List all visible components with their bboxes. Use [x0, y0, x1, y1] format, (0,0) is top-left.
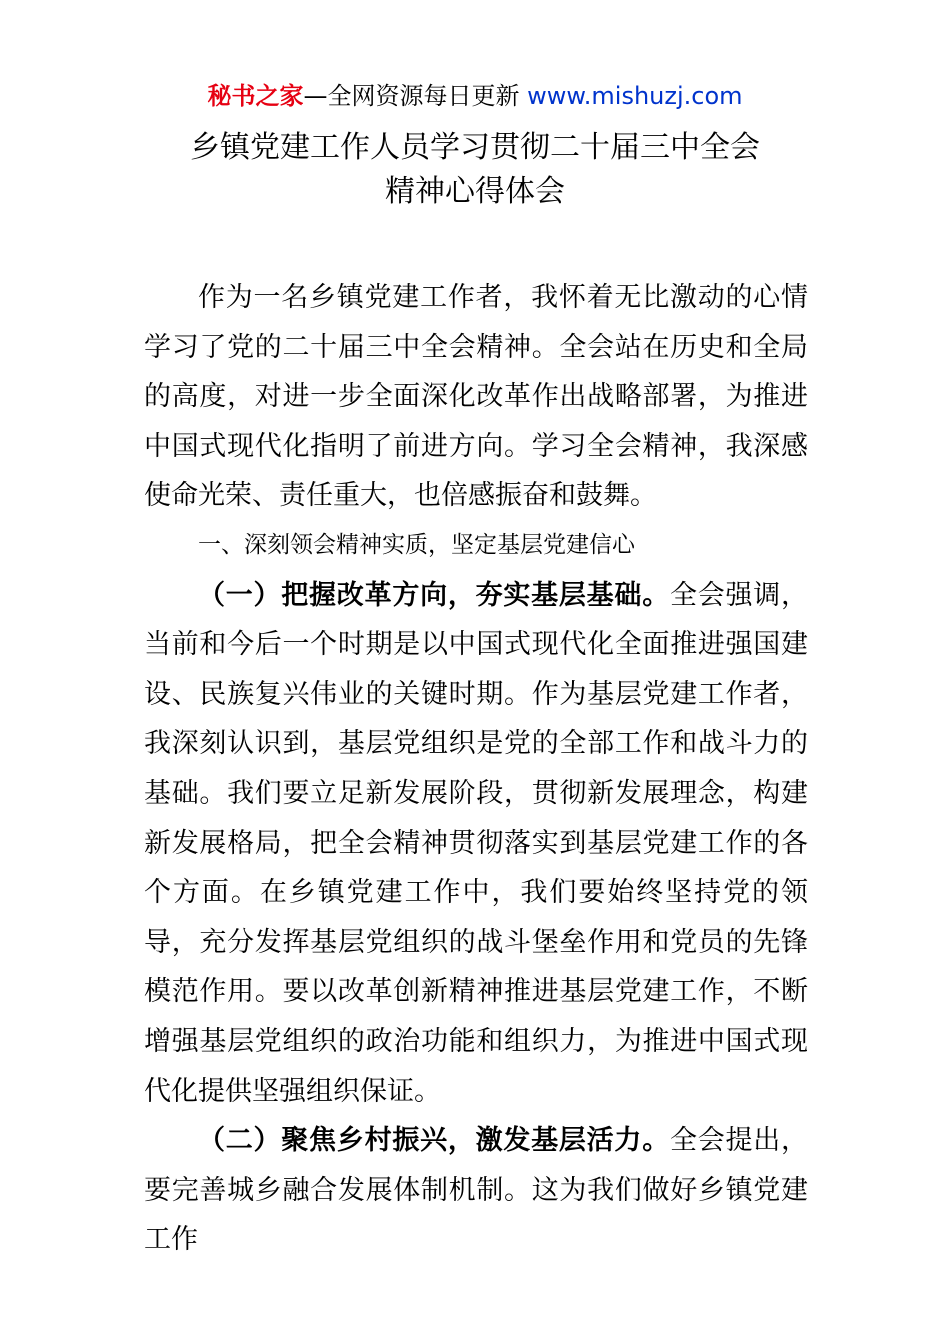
subsection-paragraph-2 — [144, 1116, 808, 1265]
subsection-lead-1: （一）把握改革方向，夯实基层基础。 — [198, 579, 670, 611]
section-heading-1: 一、深刻领会精神实质，坚定基层党建信心 — [198, 531, 635, 558]
site-header — [0, 80, 950, 112]
document-title — [0, 126, 950, 214]
site-tagline: —全网资源每日更新 — [303, 82, 520, 110]
intro-paragraph: 作为一名乡镇党建工作者，我怀着无比激动的心情学习了党的二十届三中全会精神。全会站在历史和全局的高度，对进一步全面深化改革作出战略部署，为推进中国式现代化指明了前进方向。学习全会精神，我深感使命光荣、责任重大，也倍感振奋和鼓舞。 — [144, 282, 808, 512]
document-body — [144, 273, 808, 1265]
subsection-paragraph-1 — [144, 571, 808, 1117]
document-title-line-1: 乡镇党建工作人员学习贯彻二十届三中全会 — [190, 130, 760, 165]
subsection-lead-2: （二）聚焦乡村振兴，激发基层活力。 — [198, 1125, 670, 1157]
document-title-line-2: 精神心得体会 — [385, 174, 565, 209]
site-brand: 秘书之家 — [207, 82, 304, 110]
subsection-text-2: 全会提出，要完善城乡融合发展体制机制。这为我们做好乡镇党建工作 — [144, 1125, 809, 1256]
subsection-text-1: 全会强调，当前和今后一个时期是以中国式现代化全面推进强国建设、民族复兴伟业的关键时期。作为基层党建工作者，我深刻认识到，基层党组织是党的全部工作和战斗力的基础。我们要立足新发展阶段，贯彻新发展理念，构建新发展格局，把全会精神贯彻落实到基层党建工作的各个方面。在乡镇党建工作中，我们要始终坚持党的领导，充分发挥基层党组织的战斗堡垒作用和党员的先锋模范作用。要以改革创新精神推进基层党建工作，不断增强基层党组织的政治功能和组织力，为推进中国式现代化提供坚强组织保证。 — [144, 579, 809, 1107]
site-url-link[interactable]: www.mishuzj.com — [527, 82, 743, 110]
